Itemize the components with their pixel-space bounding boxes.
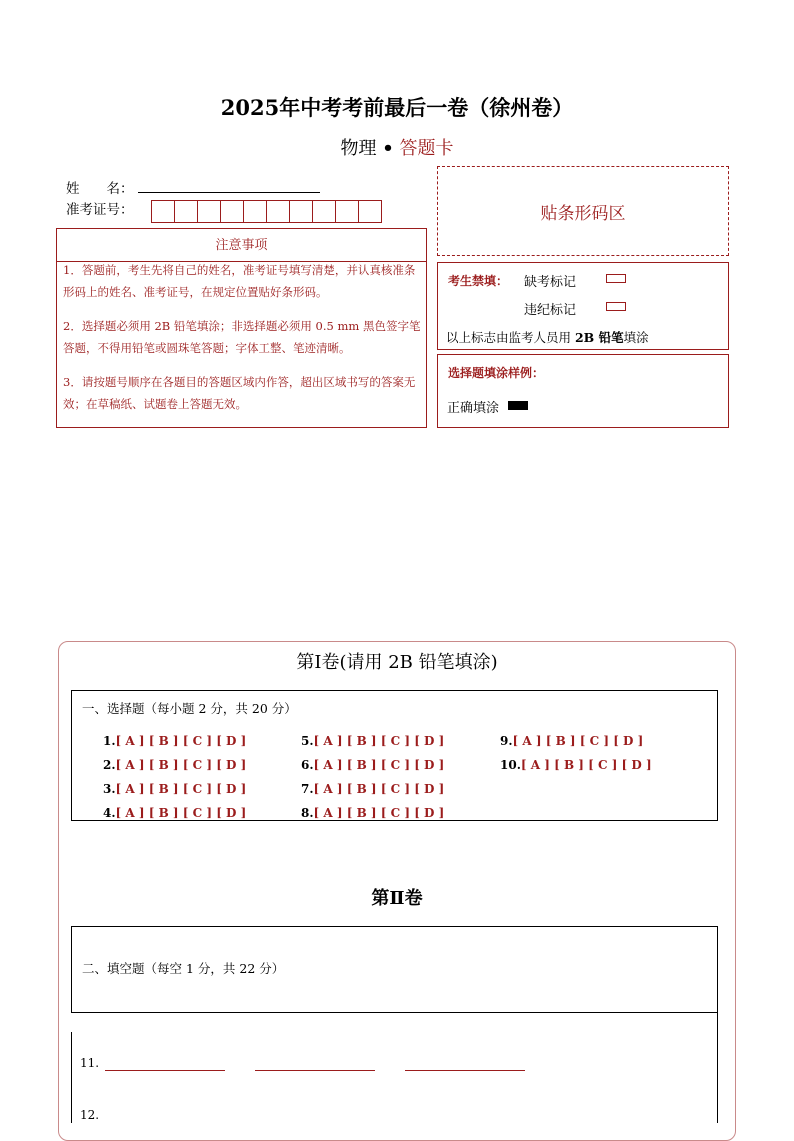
choice-section-head: 一、选择题（每小题 2 分，共 20 分） [82, 701, 297, 716]
question-number: 8. [301, 806, 314, 820]
answer-blank[interactable] [255, 1069, 375, 1071]
id-box[interactable] [289, 200, 313, 223]
subject-label: 物理 [340, 138, 377, 159]
card-label: 答题卡 [399, 138, 454, 159]
sample-label: 选择题填涂样例： [448, 366, 545, 380]
id-box[interactable] [151, 200, 175, 223]
notice-box [56, 250, 427, 428]
violation-label: 违纪标记 [524, 303, 577, 318]
ban-box [437, 262, 729, 350]
ban-note-prefix: 以上标志由监考人员用 [446, 330, 575, 345]
id-box[interactable] [335, 200, 359, 223]
choice-section [71, 690, 718, 821]
question-number: 3. [103, 782, 116, 796]
correct-label: 正确填涂 [447, 401, 500, 416]
question-options[interactable]: [ A ] [ B ] [ C ] [ D ] [520, 758, 652, 772]
question-number: 6. [301, 758, 314, 772]
choice-question[interactable] [500, 758, 652, 772]
question-options[interactable]: [ A ] [ B ] [ C ] [ D ] [313, 734, 445, 748]
choice-question[interactable] [103, 806, 246, 820]
choice-question[interactable] [103, 782, 246, 796]
violation-mark-box[interactable] [606, 302, 626, 311]
barcode-label: 贴条形码区 [540, 203, 626, 224]
choice-question[interactable] [301, 806, 444, 820]
id-box[interactable] [174, 200, 198, 223]
subtitle-separator: • [382, 138, 394, 159]
sample-box [437, 354, 729, 428]
question-number: 9. [500, 734, 513, 748]
question-options[interactable]: [ A ] [ B ] [ C ] [ D ] [313, 782, 445, 796]
question-number: 1. [103, 734, 116, 748]
question-options[interactable]: [ A ] [ B ] [ C ] [ D ] [115, 806, 247, 820]
filled-sample-mark [508, 401, 528, 410]
answer-blank[interactable] [405, 1069, 525, 1071]
page-subtitle [0, 134, 794, 160]
choice-question[interactable] [301, 734, 444, 748]
notice-item: 2．选择题必须用 2B 铅笔填涂；非选择题必须用 0.5 mm 黑色签字笔答题，不得用铅笔或圆珠笔答题；字体工整、笔迹清晰。 [63, 319, 421, 355]
question-options[interactable]: [ A ] [ B ] [ C ] [ D ] [115, 758, 247, 772]
question-options[interactable]: [ A ] [ B ] [ C ] [ D ] [512, 734, 644, 748]
id-box[interactable] [220, 200, 244, 223]
name-field[interactable] [138, 191, 320, 193]
choice-question[interactable] [301, 782, 444, 796]
ban-note [446, 328, 649, 346]
choice-question[interactable] [301, 758, 444, 772]
question-number: 2. [103, 758, 116, 772]
absent-label: 缺考标记 [524, 275, 577, 290]
id-box[interactable] [266, 200, 290, 223]
choice-question[interactable] [103, 734, 246, 748]
answer-border-left [71, 1032, 72, 1123]
page-title: 2025年中考考前最后一卷（徐州卷） [220, 95, 574, 120]
notice-item: 3．请按题号顺序在各题目的答题区域内作答，超出区域书写的答案无效；在草稿纸、试题卷上答题无效。 [63, 375, 416, 411]
name-label: 姓 名： [66, 181, 134, 197]
question-number: 10. [500, 758, 521, 772]
id-boxes [151, 200, 381, 223]
id-box[interactable] [358, 200, 382, 223]
ban-label: 考生禁填： [448, 274, 509, 288]
question-number: 4. [103, 806, 116, 820]
choice-question[interactable] [103, 758, 246, 772]
id-box[interactable] [243, 200, 267, 223]
question-12-number: 12. [80, 1108, 100, 1122]
question-options[interactable]: [ A ] [ B ] [ C ] [ D ] [313, 758, 445, 772]
notice-title: 注意事项 [56, 228, 427, 262]
id-box[interactable] [312, 200, 336, 223]
answer-blank[interactable] [105, 1069, 225, 1071]
choice-question[interactable] [500, 734, 643, 748]
question-11-number: 11. [80, 1056, 100, 1070]
ban-note-suffix: 填涂 [623, 330, 649, 345]
part1-title: 第Ⅰ卷(请用 2B 铅笔填涂) [296, 652, 498, 673]
id-label: 准考证号： [66, 202, 134, 218]
fill-section [71, 926, 718, 1013]
absent-mark-box[interactable] [606, 274, 626, 283]
id-box[interactable] [197, 200, 221, 223]
question-options[interactable]: [ A ] [ B ] [ C ] [ D ] [115, 782, 247, 796]
ban-note-bold: 2B 铅笔 [574, 330, 624, 345]
part2-title: 第Ⅱ卷 [371, 888, 423, 909]
question-options[interactable]: [ A ] [ B ] [ C ] [ D ] [313, 806, 445, 820]
fill-section-head: 二、填空题（每空 1 分，共 22 分） [82, 961, 285, 976]
notice-item: 1．答题前，考生先将自己的姓名，准考证号填写清楚，并认真核准条形码上的姓名、准考证号，在规定位置贴好条形码。 [63, 263, 416, 299]
question-number: 7. [301, 782, 314, 796]
barcode-area [437, 166, 729, 256]
question-number: 5. [301, 734, 314, 748]
question-options[interactable]: [ A ] [ B ] [ C ] [ D ] [115, 734, 247, 748]
answer-border-right [717, 1013, 718, 1123]
